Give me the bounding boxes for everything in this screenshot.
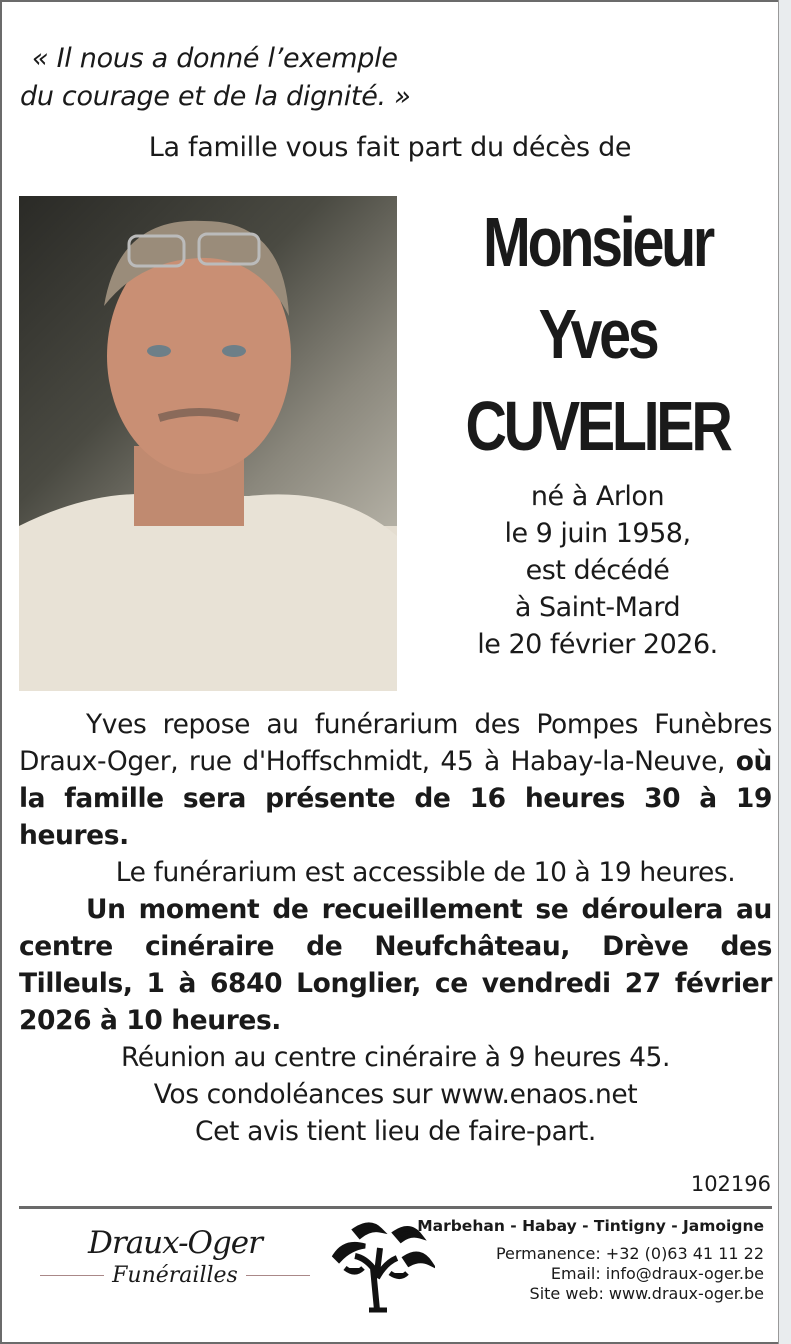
funerarium-paragraph: Yves repose au funérarium des Pompes Funèbres Draux-Oger, rue d'Hoffschmidt, 45 à Habay-la-Neuve, où la famille sera présente de 16 heures 30 à 19 heures. <box>19 709 772 851</box>
divider <box>19 1206 772 1209</box>
company-contact: Marbehan - Habay - Tintigny - Jamoigne Permanence: +32 (0)63 41 11 22 Email: info@draux-oger.be Site web: www.draux-oger.be <box>417 1217 764 1303</box>
deceased-name: Monsieur Yves CUVELIER <box>465 203 730 465</box>
company-logo: Draux-Oger Funérailles <box>40 1225 310 1288</box>
meeting-time: Réunion au centre cinéraire à 9 heures 45. <box>120 1042 671 1073</box>
deceased-photo <box>19 196 397 691</box>
notice-note: Cet avis tient lieu de faire-part. <box>195 1116 596 1147</box>
ceremony-paragraph: Un moment de recueillement se déroulera au centre cinéraire de Neufchâteau, Drève des Tilleuls, 1 à 6840 Longlier, ce vendredi 27 février 2026 à 10 heures. <box>19 894 772 1036</box>
reference-number: 102196 <box>690 1172 771 1196</box>
epigraph-quote: « Il nous a donné l’exemple du courage et de la dignité. » <box>20 43 411 112</box>
notice-body <box>19 706 772 1150</box>
scrollbar[interactable] <box>778 0 791 1344</box>
website-link[interactable]: Site web: www.draux-oger.be <box>529 1284 764 1303</box>
email-link[interactable]: Email: info@draux-oger.be <box>550 1264 764 1283</box>
condolences-link[interactable]: Vos condoléances sur www.enaos.net <box>153 1079 638 1110</box>
birth-death-info: né à Arlon le 9 juin 1958, est décédé à Saint-Mard le 20 février 2026. <box>477 481 718 660</box>
intro-text: La famille vous fait part du décès de <box>148 132 632 163</box>
visiting-hours: Le funérarium est accessible de 10 à 19 heures. <box>115 857 736 888</box>
